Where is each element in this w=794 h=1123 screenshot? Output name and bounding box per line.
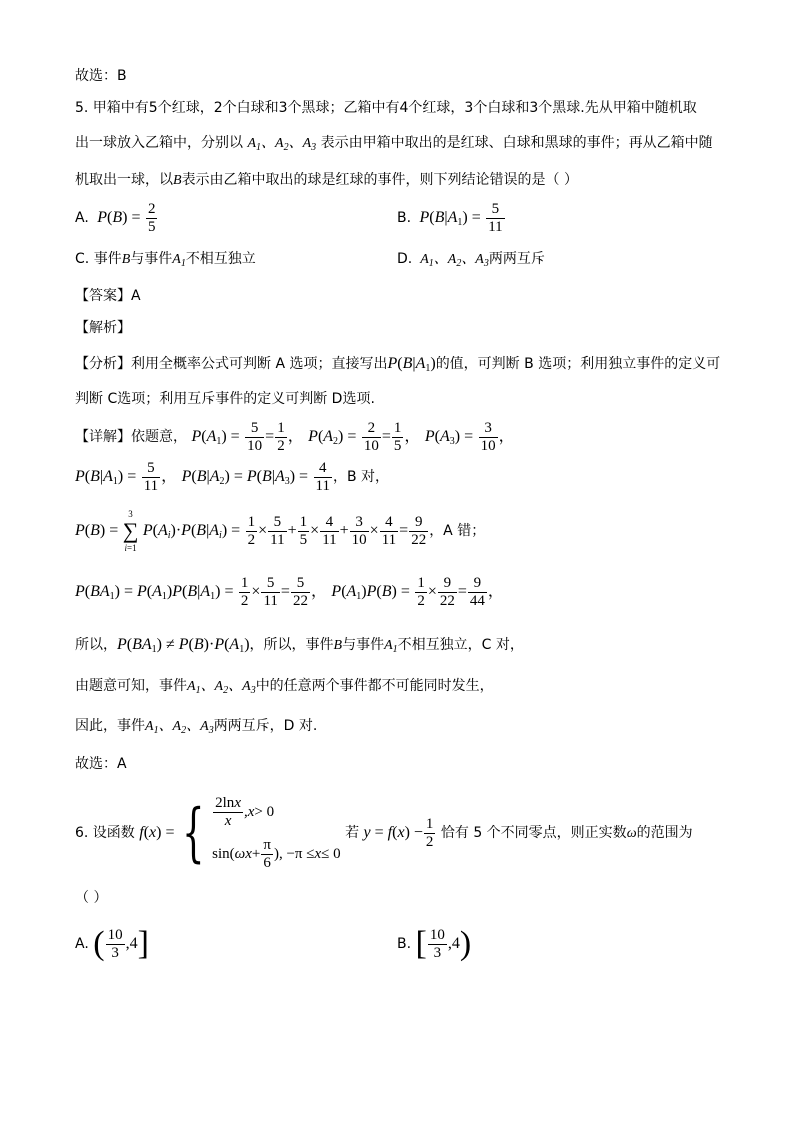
brace-symbol: { [182,796,205,870]
summation-symbol: 3 ∑ i=1 [122,509,139,553]
q5-stem-line3 [75,170,578,191]
math-expression: f(x) = [139,824,175,841]
math-a1: $A_1$ [172,252,186,269]
fraction: $\frac{1}{2}$ [277,419,285,454]
q6-text: 若 [345,825,360,841]
detail-text: 与事件 [342,637,385,653]
final-answer: 故选：A [75,756,127,772]
bracket: [ [415,925,427,962]
fraction: $\frac{9}{44}$ [469,574,485,609]
fraction: $\frac{1}{5}$ [393,419,402,454]
fraction: $\frac{5}{11}$ [488,200,503,235]
math-b: B [121,252,131,267]
fraction: $\frac{4}{11}$ [381,513,397,548]
option-label: A. [75,936,89,952]
math-expression: y = f(x) − [363,824,423,841]
fraction: $\frac{2}{5}$ [147,200,156,235]
math-expression: $P(B|A_1)$ [387,355,436,374]
q5-text: 表示由乙箱中取出的球是红球的事件，则下列结论错误的是（ ） [181,172,579,188]
detail-line7 [75,716,317,741]
fraction: $\frac{1}{2}$ [417,574,425,609]
option-text: 与事件 [130,251,173,267]
q6-text: 的范围为 [636,825,693,841]
math-expression: $P(A_1)$ = [191,428,240,447]
piecewise-cases [212,791,340,875]
math-expression: $P(BA_1) = P(A_1)P(B|A_1)$ = [75,583,234,602]
detail-line3: P(B) = 3 ∑ i=1 $P(A_i)\cdot P(B|A_i)$ = $\frac{1}{2}$ × $\frac{5}{11}$ + $\frac{1}{5}$ × $\frac{4}{11}$ + $\frac{3}{10}$ × $\frac{4}{11}$ = $\frac{9}{22}$ ，A 错； [75,509,486,553]
case-row: sin( ω x + $\frac{\pi}{6}$ ), −π ≤ x ≤ 0 [212,836,341,871]
q5-option-b [397,200,506,241]
fraction: $\frac{3}{10}$ [480,419,496,454]
q5-option-c [75,249,256,274]
math-expression: P(B) = [75,522,119,539]
math-events: $A_1$、$A_2$、$A_3$ [247,136,317,153]
fraction: $\frac{9}{22}$ [439,574,455,609]
analysis-text: 【分析】利用全概率公式可判断 A 选项；直接写出 [75,356,388,372]
math-events: $A_1$、$A_2$、$A_3$ [187,679,256,696]
bracket: ( [93,925,105,962]
option-text: 不相互独立 [185,251,256,267]
math-events: $A_1$、$A_2$、$A_3$ [416,252,489,269]
math-expression: $P(B|A_1)$ = [419,209,481,228]
math-a1: $A_1$ [384,638,398,655]
analysis-line2: 判断 C选项；利用互斥事件的定义可判断 D选项. [75,391,375,407]
option-label: B. [397,210,412,226]
math-expression: $P(BA_1) \ne P(B)\cdot P(A_1)$ [117,636,250,655]
fraction: $\frac{4}{11}$ [322,513,337,548]
detail-line6 [75,676,494,701]
math-omega: ω [626,826,637,841]
fraction: $\frac{5}{11}$ [263,574,278,609]
option-label: A. [75,210,89,226]
detail-text: 因此，事件 [75,718,145,734]
fraction: $\frac{10}{3}$ [429,926,445,961]
previous-answer: 故选：B [75,68,127,84]
fraction: $\frac{5}{11}$ [270,513,285,548]
math-expression: $P(B|A_1)$ = [75,468,137,487]
q5-stem-line2 [75,133,713,158]
detail-text: 中的任意两个事件都不可能同时发生， [255,678,494,694]
math-expression: $P(A_2)$ = [308,428,357,447]
fraction: $\frac{5}{22}$ [292,574,308,609]
answer-line: 【答案】A [75,288,141,304]
option-text: 事件 [93,251,122,267]
fraction: $\frac{1}{2}$ [247,513,256,548]
q5-option-a [75,200,158,236]
detail-line2: $P(B|A_1)$ = $\frac{5}{11}$ ， $P(B|A_2) = P(B|A_3)$ = $\frac{4}{11}$ ，B 对， [75,459,390,494]
q6-option-b: B. [ $\frac{10}{3}$ ,4) [397,925,472,962]
analysis-line1 [75,354,720,379]
fraction: $\frac{2}{10}$ [363,419,379,454]
math-b: B [333,638,343,653]
detail-text: 所以， [75,637,117,653]
math-expression: $P(A_i)\cdot P(B|A_i)$ = [142,522,241,541]
fraction: $\frac{1}{2}$ [240,574,249,609]
detail-line4: $P(BA_1) = P(A_1)P(B|A_1)$ = $\frac{1}{2}$ × $\frac{5}{11}$ = $\frac{5}{22}$ ， $P(A_1)P(B)$ = $\frac{1}{2}$ × $\frac{9}{22}$ = $\frac{9}{44}$ ， [75,574,504,609]
q5-text: 机取出一球，以 [75,172,173,188]
fraction: $\frac{4}{11}$ [315,459,330,494]
option-label: B. [397,936,412,952]
detail-text: 【详解】依题意， [75,429,187,445]
detail-line1: 【详解】依题意， $P(A_1)$ = $\frac{5}{10}$ = $\frac{1}{2}$ ， $P(A_2)$ = $\frac{2}{10}$ = $\frac{1}{5}$ ， $P(A_3)$ = $\frac{3}{10}$ ， [75,419,515,454]
fraction: $\frac{5}{11}$ [143,459,159,494]
math-expression: P(B) = [97,209,141,226]
option-text: 两两互斥 [488,251,545,267]
fraction: $\frac{9}{22}$ [411,513,427,548]
bracket: ) [459,925,472,962]
analysis-tag: 【解析】 [75,320,131,336]
bracket: ] [137,925,149,962]
math-expression: $P(A_1)P(B)$ = [331,583,410,602]
q5-text: 表示由甲箱中取出的是红球、白球和黑球的事件；再从乙箱中随 [320,135,713,151]
fraction: $\frac{10}{3}$ [107,926,123,961]
detail-text: ，所以，事件 [249,637,334,653]
detail-text: 由题意可知，事件 [75,678,187,694]
detail-text: ，B 对， [332,469,390,485]
math-b: B [173,173,182,188]
q6-stem [75,790,693,877]
fraction: $\frac{3}{10}$ [351,513,367,548]
math-expression: $P(B|A_2) = P(B|A_3)$ = [181,468,309,487]
q5-text: 出一球放入乙箱中，分别以 [75,135,243,151]
q5-option-d [397,249,545,274]
q6-text: 恰有 5 个不同零点，则正实数 [440,825,627,841]
detail-text: 不相互独立，C 对， [397,637,524,653]
q5-stem-line1: 5. 甲箱中有5个红球，2个白球和3个黑球；乙箱中有4个红球，3个白球和3个黑球.先从甲箱中随机取 [75,100,697,116]
detail-line5 [75,633,524,662]
case-row: $\frac{2\ln x}{x}$ , x > 0 [215,794,275,829]
detail-text: 两两互斥，D 对. [213,718,318,734]
math-events: $A_1$、$A_2$、$A_3$ [145,719,214,736]
analysis-text: 的值，可判断 B 选项；利用独立事件的定义可 [435,356,721,372]
option-label: D. [397,251,413,267]
math-expression: $P(A_3)$ = [424,428,474,447]
fraction: $\frac{5}{10}$ [247,419,263,454]
fraction: $\frac{1}{2}$ [425,815,434,850]
fraction: $\frac{1}{5}$ [299,513,308,548]
detail-text: ，A 错； [429,523,486,539]
option-label: C. [75,251,90,267]
q6-paren: （ ） [75,890,108,906]
q6-text: 6. 设函数 [75,825,135,841]
q6-option-a: A. ( $\frac{10}{3}$ ,4] [75,925,149,962]
